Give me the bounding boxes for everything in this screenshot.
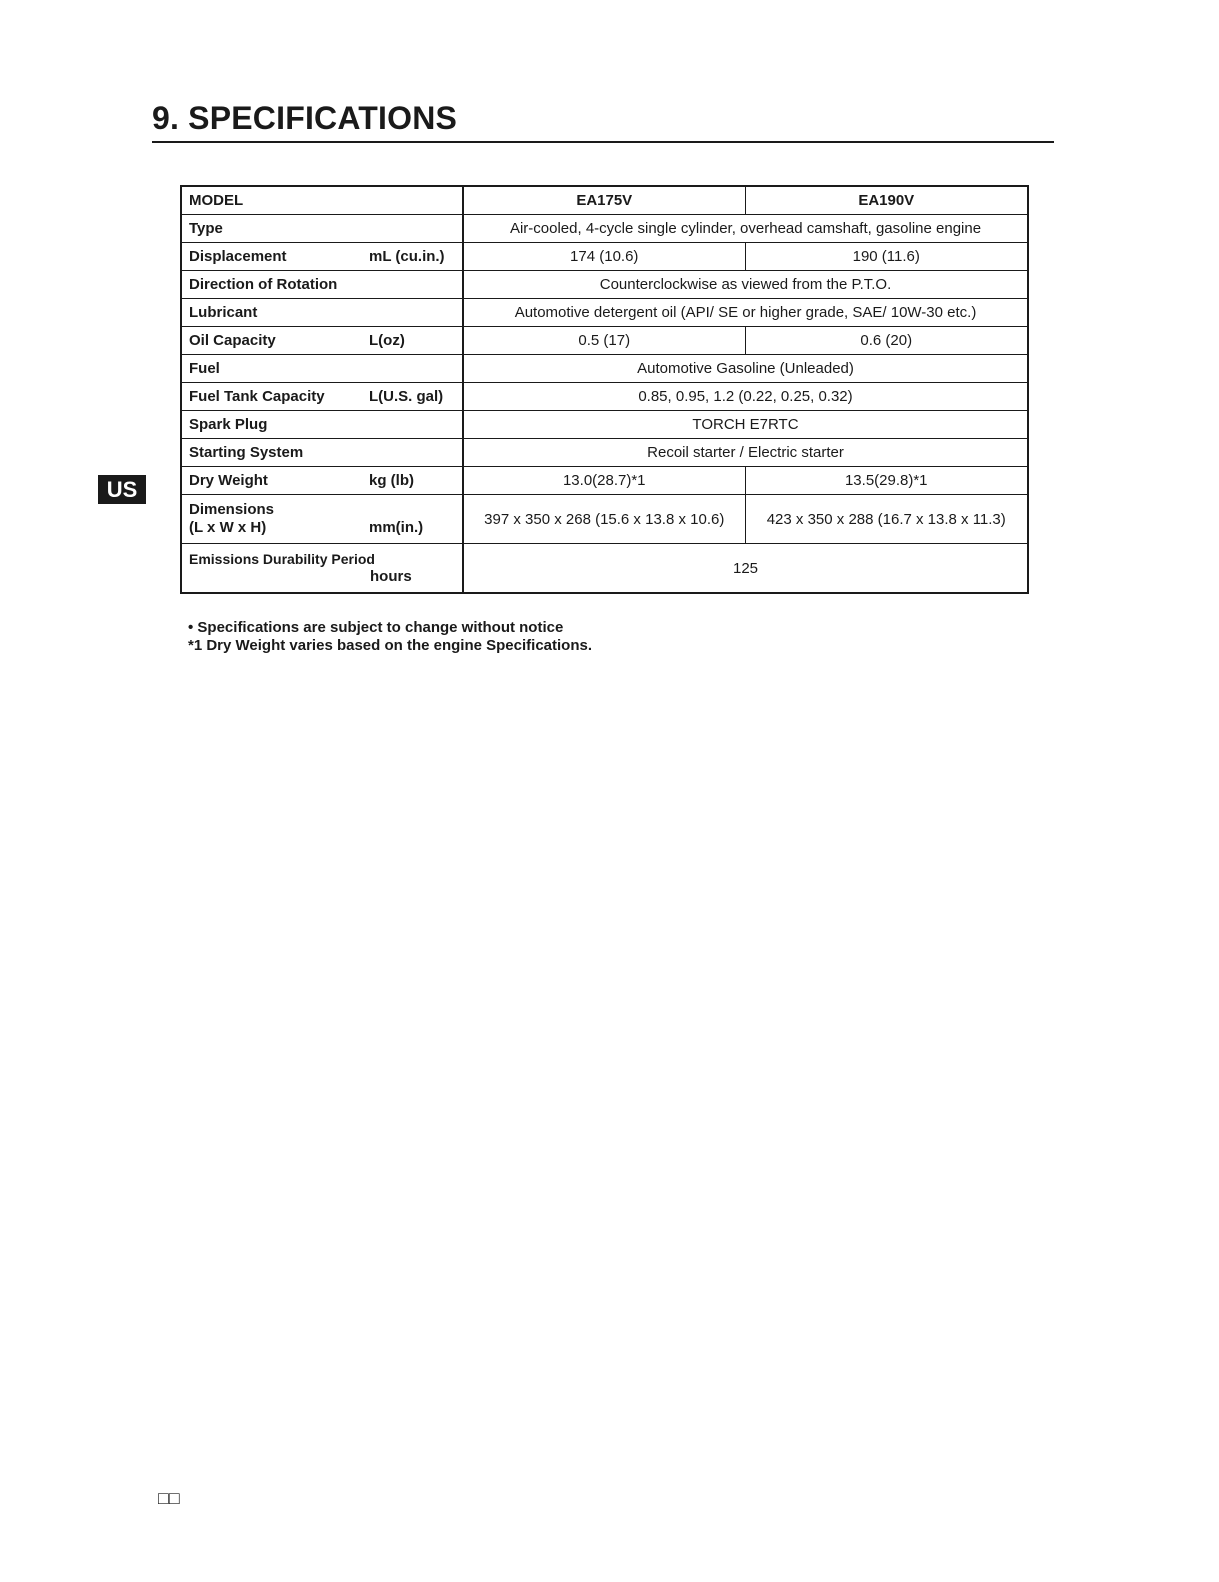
row-label-dimensions: Dimensions [189, 501, 275, 518]
table-row [181, 215, 1028, 243]
table-row [181, 544, 1028, 594]
row-label-dimensions-sub: (L x W x H) [189, 519, 267, 536]
row-unit-fuel-tank: L(U.S. gal) [369, 388, 444, 405]
row-label-lubricant: Lubricant [181, 299, 463, 327]
row-label-emissions: Emissions Durability Period [189, 551, 375, 567]
footnotes [188, 619, 592, 655]
row-value-emissions: 125 [463, 544, 1028, 594]
row-unit-emissions: hours [370, 568, 412, 585]
page-title: 9. SPECIFICATIONS [152, 100, 458, 136]
row-value-weight-ea175v: 13.0(28.7)*1 [463, 467, 745, 495]
row-label-starting-system: Starting System [181, 439, 463, 467]
title-divider [152, 141, 1054, 143]
header-model-ea190v: EA190V [745, 186, 1028, 215]
row-label-fuel: Fuel [181, 355, 463, 383]
row-value-weight-ea190v: 13.5(29.8)*1 [745, 467, 1028, 495]
row-unit-displacement: mL (cu.in.) [369, 248, 445, 265]
table-row [181, 467, 1028, 495]
row-value-fuel: Automotive Gasoline (Unleaded) [463, 355, 1028, 383]
row-value-lubricant: Automotive detergent oil (API/ SE or higher grade, SAE/ 10W-30 etc.) [463, 299, 1028, 327]
row-label-oil-capacity: Oil Capacity [189, 332, 276, 349]
table-row [181, 327, 1028, 355]
table-row [181, 411, 1028, 439]
row-label-fuel-tank: Fuel Tank Capacity [189, 388, 325, 405]
row-unit-dry-weight: kg (lb) [369, 472, 414, 489]
row-label-displacement: Displacement [189, 248, 287, 265]
row-value-oil-ea175v: 0.5 (17) [463, 327, 745, 355]
row-value-fuel-tank: 0.85, 0.95, 1.2 (0.22, 0.25, 0.32) [463, 383, 1028, 411]
row-unit-dimensions: mm(in.) [369, 519, 424, 536]
row-value-displacement-ea190v: 190 (11.6) [745, 243, 1028, 271]
note-change-notice: • Specifications are subject to change without notice [188, 619, 564, 636]
row-value-dimensions-ea190v: 423 x 350 x 288 (16.7 x 13.8 x 11.3) [745, 495, 1028, 544]
table-row [181, 495, 1028, 544]
specifications-table [180, 185, 1029, 594]
page-number: □□ [158, 1488, 180, 1508]
row-label-type: Type [181, 215, 463, 243]
table-row [181, 383, 1028, 411]
language-tab: US [98, 475, 146, 504]
table-row [181, 355, 1028, 383]
header-model-ea175v: EA175V [463, 186, 745, 215]
table-row [181, 439, 1028, 467]
row-value-dimensions-ea175v: 397 x 350 x 268 (15.6 x 13.8 x 10.6) [463, 495, 745, 544]
row-label-rotation: Direction of Rotation [181, 271, 463, 299]
row-value-rotation: Counterclockwise as viewed from the P.T.O. [463, 271, 1028, 299]
row-label-dry-weight: Dry Weight [189, 472, 268, 489]
row-label-spark-plug: Spark Plug [181, 411, 463, 439]
note-dry-weight: *1 Dry Weight varies based on the engine Specifications. [188, 637, 593, 654]
row-value-spark-plug: TORCH E7RTC [463, 411, 1028, 439]
row-value-displacement-ea175v: 174 (10.6) [463, 243, 745, 271]
header-label: MODEL [181, 186, 463, 215]
table-row [181, 299, 1028, 327]
row-unit-oil-capacity: L(oz) [369, 332, 405, 349]
table-row [181, 243, 1028, 271]
row-value-oil-ea190v: 0.6 (20) [745, 327, 1028, 355]
table-header-row [181, 186, 1028, 215]
table-row [181, 271, 1028, 299]
row-value-starting-system: Recoil starter / Electric starter [463, 439, 1028, 467]
row-value-type: Air-cooled, 4-cycle single cylinder, overhead camshaft, gasoline engine [463, 215, 1028, 243]
